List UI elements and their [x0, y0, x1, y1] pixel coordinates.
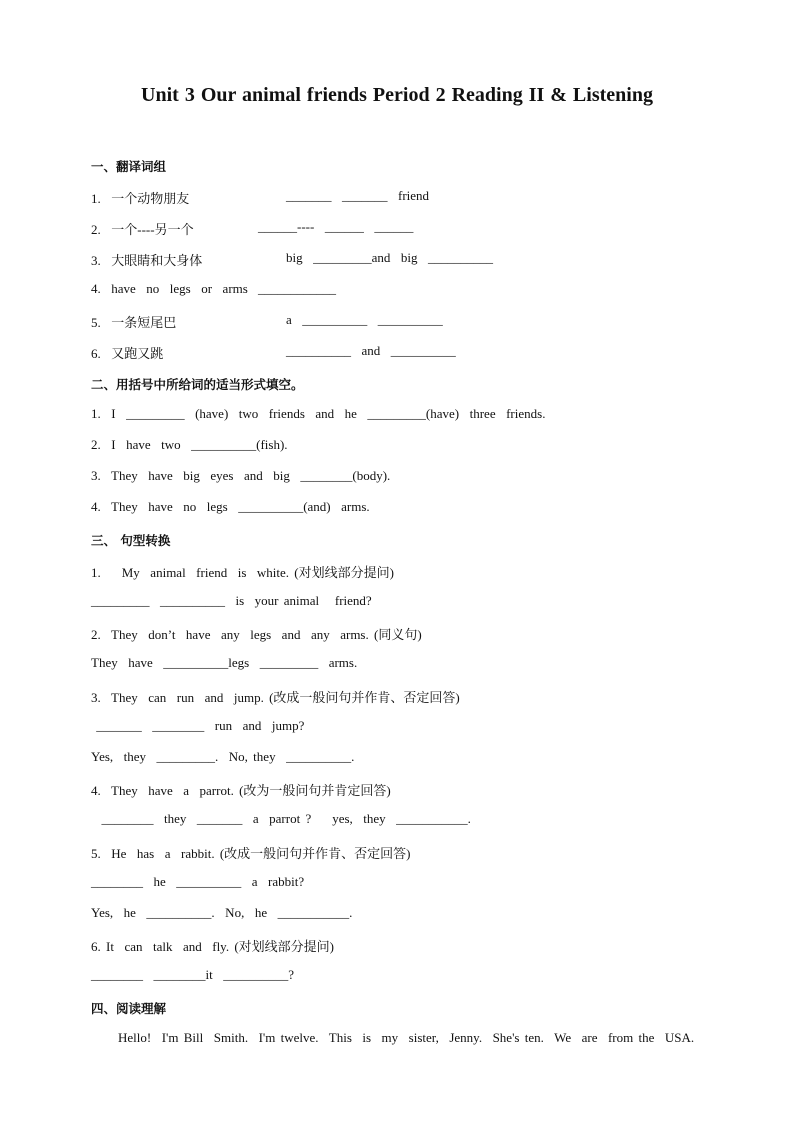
page-title: Unit 3 Our animal friends Period 2 Reading II & Listening	[141, 84, 653, 106]
p1-q3: 3. 大眼睛和大身体	[91, 253, 203, 268]
section-heading-4: 四、阅读理解	[91, 1001, 167, 1016]
p2-line-2: 2. I have two __________(fish).	[91, 437, 288, 452]
p1-q5: 5. 一条短尾巴	[91, 315, 177, 330]
p1-q2: 2. 一个----另一个	[91, 222, 194, 237]
p3-line-14: ________ ________it __________?	[91, 967, 294, 982]
p3-line-13: 6. It can talk and fly. (对划线部分提问)	[91, 939, 334, 954]
p3-line-9: ________ they _______ a parrot ? yes, they ___________.	[91, 811, 471, 826]
p3-line-5: 3. They can run and jump. (改成一般问句并作肯、否定回答)	[91, 690, 460, 705]
p3-line-4: They have __________legs _________ arms.	[91, 655, 358, 670]
reading-passage: Hello! I'm Bill Smith. I'm twelve. This is my sister, Jenny. She's ten. We are from the USA.	[118, 1030, 695, 1045]
p1-q1: 1. 一个动物朋友	[91, 191, 190, 206]
section-heading-2: 二、用括号中所给词的适当形式填空。	[91, 377, 304, 392]
p3-line-3: 2. They don’t have any legs and any arms. (同义句)	[91, 627, 422, 642]
p2-line-1: 1. I _________ (have) two friends and he _________(have) three friends.	[91, 406, 546, 421]
p2-line-4: 4. They have no legs __________(and) arms.	[91, 499, 370, 514]
p3-line-6: _______ ________ run and jump?	[91, 718, 305, 733]
p3-line-11: ________ he __________ a rabbit?	[91, 874, 305, 889]
section-heading-1: 一、翻译词组	[91, 159, 167, 174]
p3-line-2: _________ __________ is your animal friend?	[91, 593, 372, 608]
p1-q4: 4. have no legs or arms	[91, 281, 248, 296]
p1-a1: _______ _______ friend	[286, 188, 430, 203]
p3-line-8: 4. They have a parrot. (改为一般问句并肯定回答)	[91, 783, 391, 798]
p3-line-12: Yes, he __________. No, he ___________.	[91, 905, 353, 920]
section-heading-3: 三、 句型转换	[91, 533, 171, 548]
p1-a4: ____________	[258, 281, 336, 296]
p1-q6: 6. 又跑又跳	[91, 346, 164, 361]
p1-a2: ______---- ______ ______	[258, 219, 414, 234]
p1-a6: __________ and __________	[286, 343, 456, 358]
p3-line-10: 5. He has a rabbit. (改成一般问句并作肯、否定回答)	[91, 846, 411, 861]
p2-line-3: 3. They have big eyes and big ________(body).	[91, 468, 391, 483]
p1-a5: a __________ __________	[286, 312, 443, 327]
p3-line-7: Yes, they _________. No, they __________.	[91, 749, 355, 764]
p3-line-1: 1. My animal friend is white. (对划线部分提问)	[91, 565, 394, 580]
p1-a3: big _________and big __________	[286, 250, 493, 265]
